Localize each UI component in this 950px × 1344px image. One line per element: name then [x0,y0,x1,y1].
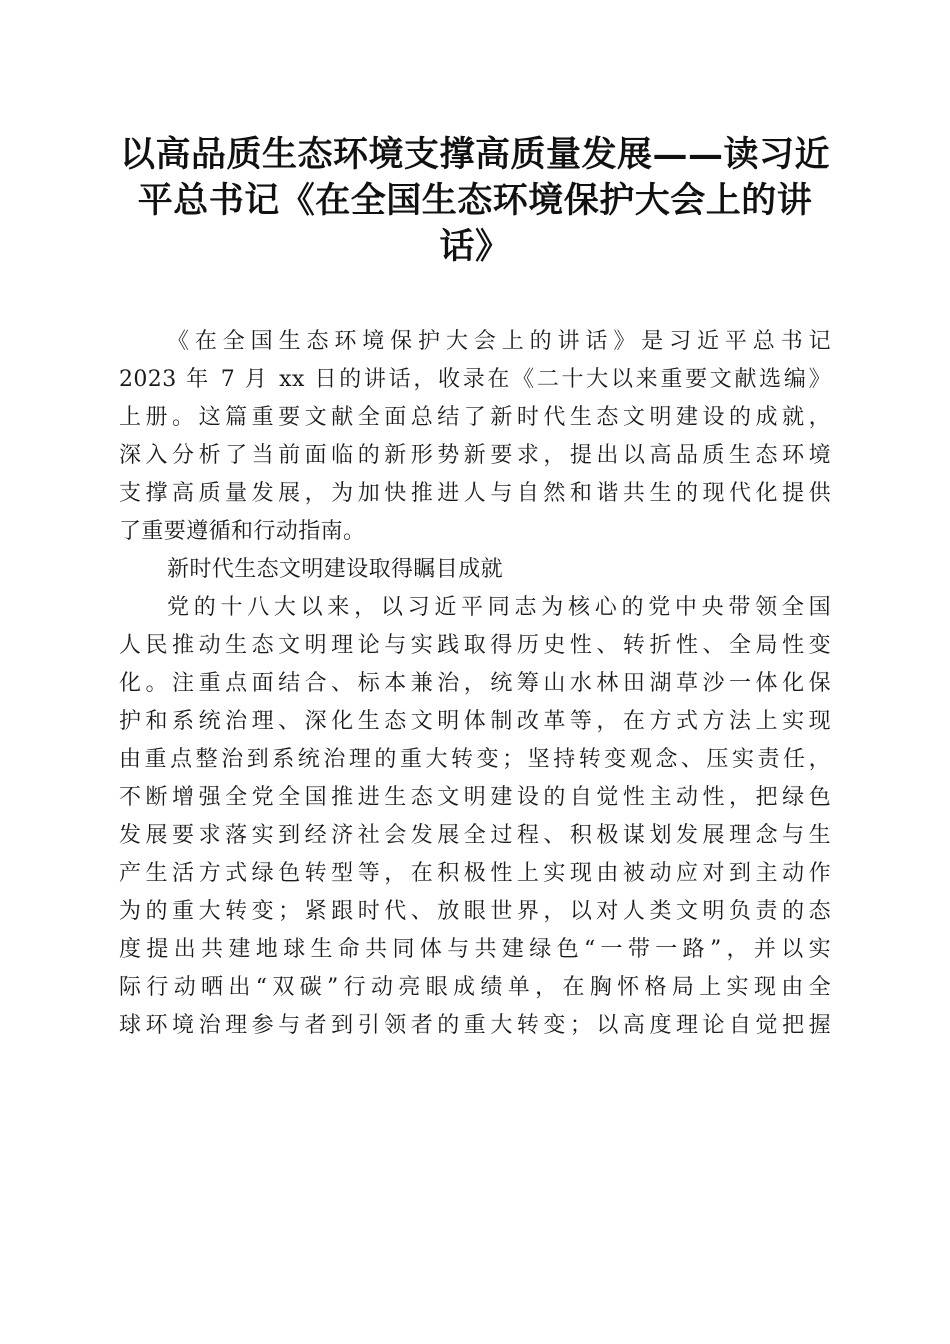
text-line: 护和系统治理、深化生态文明体制改革等，在方式方法上实现 [119,709,831,734]
text-line: 化。注重点面结合、标本兼治，统筹山水林田湖草沙一体化保 [119,671,831,696]
text-line: 由重点整治到系统治理的重大转变；坚持转变观念、压实责任， [119,747,831,772]
title-line: 话》 [439,226,511,267]
title-line: 平总书记《在全国生态环境保护大会上的讲 [137,180,813,221]
text-line: 产生活方式绿色转型等，在积极性上实现由被动应对到主动作 [119,861,831,886]
text-line: 深入分析了当前面临的新形势新要求，提出以高品质生态环境 [119,443,831,468]
text-line: 了重要遵循和行动指南。 [119,519,366,544]
text-line: 为的重大转变；紧跟时代、放眼世界，以对人类文明负责的态 [119,899,831,924]
text-line: 《在全国生态环境保护大会上的讲话》是习近平总书记 [167,329,831,354]
section-heading-text: 新时代生态文明建设取得瞩目成就 [167,557,504,582]
document-body [119,323,831,1045]
text-line: 度提出共建地球生命共同体与共建绿色“一带一路”，并以实 [119,937,831,962]
text-line: 上册。这篇重要文献全面总结了新时代生态文明建设的成就， [119,405,831,430]
text-line: 人民推动生态文明理论与实践取得历史性、转折性、全局性变 [119,633,831,658]
text-line: 2023 年 7 月 xx 日的讲话，收录在《二十大以来重要文献选编》 [119,367,831,392]
text-line: 球环境治理参与者到引领者的重大转变；以高度理论自觉把握 [119,1013,831,1038]
text-line: 际行动晒出“双碳”行动亮眼成绩单，在胸怀格局上实现由全 [119,975,831,1000]
title-line: 以高品质生态环境支撑高质量发展——读习近 [119,134,830,175]
paragraph-achievements [119,589,831,1045]
text-line: 发展要求落实到经济社会发展全过程、积极谋划发展理念与生 [119,823,831,848]
document-title [100,132,850,270]
text-line: 党的十八大以来，以习近平同志为核心的党中央带领全国 [167,595,831,620]
text-line: 支撑高质量发展，为加快推进人与自然和谐共生的现代化提供 [119,481,831,506]
text-line: 不断增强全党全国推进生态文明建设的自觉性主动性，把绿色 [119,785,831,810]
section-heading [119,551,831,589]
paragraph-intro [119,323,831,551]
